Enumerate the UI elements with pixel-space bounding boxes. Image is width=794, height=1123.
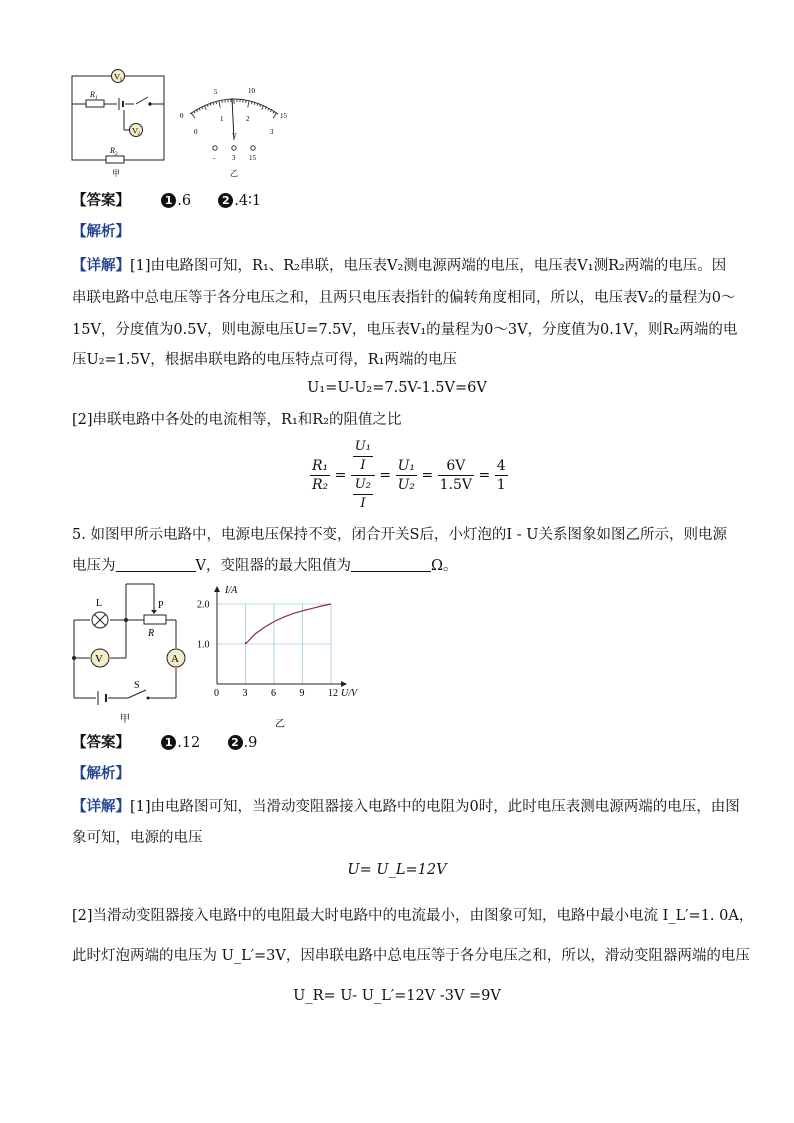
svg-text:15: 15	[249, 154, 256, 162]
answer-label: 【答案】	[72, 192, 130, 209]
q4-analysis-label: 【解析】	[72, 223, 130, 240]
y-axis-arrow	[214, 586, 220, 592]
q4-equation-1: U₁=U-U₂=7.5V-1.5V=6V	[307, 380, 487, 396]
answer-number-2: 2	[218, 193, 233, 208]
svg-text:1: 1	[220, 115, 224, 123]
answer-2: .4∶1	[234, 193, 262, 209]
svg-text:V: V	[95, 653, 103, 665]
svg-text:0: 0	[194, 128, 198, 136]
answer-1: .6	[177, 193, 192, 209]
battery-icon	[98, 691, 106, 705]
answer-number-2: 2	[228, 735, 243, 750]
q5-circuit-diagram	[66, 580, 198, 728]
svg-text:3: 3	[232, 154, 236, 162]
figure-label-yi: 乙	[275, 719, 285, 730]
compound-fraction: $\frac{\frac{\text{U₁}}{I}}{\frac{\text{U₂}}{I}}$	[351, 438, 375, 513]
svg-text:V: V	[114, 71, 121, 82]
series-line	[246, 604, 332, 644]
q4-paragraph-5: [2]串联电路中各处的电流相等，R₁和R₂的阻值之比	[72, 412, 402, 428]
x-axis-arrow	[341, 681, 347, 687]
q5-equation-2: U_R= U- U_L′=12V -3V =9V	[293, 988, 501, 1004]
svg-text:3: 3	[270, 128, 274, 136]
ratio-fraction: $\frac{\text{R₁}}{\text{R₂}}$	[312, 458, 329, 493]
detail-label: 【详解】	[72, 798, 130, 815]
numeric-fraction: $\frac{6V}{1.5V}$	[439, 458, 473, 493]
x-tick-label: 3	[242, 688, 248, 699]
y-tick-label: 1.0	[197, 639, 210, 651]
result-fraction: $\frac{4}{1}$	[496, 458, 506, 493]
svg-text:A: A	[171, 653, 179, 665]
voltmeter-v1-icon	[112, 70, 125, 84]
svg-text:2: 2	[137, 131, 141, 137]
chart-grid	[217, 604, 331, 684]
switch-icon	[134, 96, 151, 106]
chart-axes	[214, 586, 347, 687]
svg-text:L: L	[96, 598, 103, 609]
blank-voltage	[116, 557, 196, 572]
q4-equation-2: $\frac{\text{R₁}}{\text{R₂}}$ = $\frac{\frac{\text{U₁}}{I}}{\frac{\text{U₂}}{I}}$ = $\frac{\text{U₁}}{\text{U₂}}$ = $\frac{6V}{1.5V}$ = $\frac{4}{1}$	[312, 439, 506, 511]
q5-equation-1: U= U_L=12V	[347, 862, 447, 878]
svg-text:0: 0	[180, 112, 184, 120]
r2-resistor	[106, 156, 124, 163]
q5-answer-line	[72, 733, 257, 753]
r1-resistor	[86, 100, 104, 107]
svg-text:V: V	[132, 125, 139, 136]
voltmeter-v2-icon	[130, 124, 143, 138]
answer-number-1: 1	[161, 193, 176, 208]
lamp-icon	[92, 598, 108, 628]
answer-1: .12	[177, 735, 201, 751]
svg-text:S: S	[134, 680, 140, 691]
battery-icon	[117, 98, 125, 110]
chart-series	[246, 604, 332, 644]
q5-paragraph-1: 【详解】[1]由电路图可知，当滑动变阻器接入电路中的电阻为0时，此时电压表测电源两端的电压，由图	[72, 798, 740, 815]
y-axis-label: I/A	[225, 585, 238, 596]
q5-stem-line-1: 5. 如图甲所示电路中，电源电压保持不变，闭合开关S后，小灯泡的I - U关系图象如图乙所示，则电源	[72, 527, 727, 543]
answer-label: 【答案】	[72, 734, 130, 751]
svg-text:10: 10	[248, 87, 255, 95]
iu-chart	[195, 584, 375, 730]
rheostat-icon	[144, 600, 166, 639]
svg-text:15: 15	[280, 112, 287, 120]
q4-paragraph-3: 15V，分度值为0.5V，则电源电压U=7.5V，电压表V₁的量程为0～3V，分度值为0.1V，则R₂两端的电	[72, 322, 738, 338]
figure-label-yi: 乙	[230, 169, 238, 178]
svg-text:P: P	[158, 600, 164, 611]
q5-paragraph-2: 象可知，电源的电压	[72, 830, 203, 846]
detail-label: 【详解】	[72, 257, 130, 274]
q5-analysis-label: 【解析】	[72, 765, 130, 782]
figure-label-jia: 甲	[112, 169, 120, 178]
answer-number-1: 1	[161, 735, 176, 750]
q5-paragraph-3: [2]当滑动变阻器接入电路中的电阻最大时电路中的电流最小，由图象可知，电路中最小电流 I_L′=1. 0A，	[72, 908, 754, 924]
r2-label: $R_2$	[110, 146, 118, 157]
svg-text:1: 1	[119, 77, 123, 83]
x-tick-label: 0	[214, 688, 219, 699]
x-axis-label: U/V	[341, 688, 358, 699]
answer-2: .9	[243, 735, 258, 751]
voltmeter-icon	[91, 649, 109, 667]
svg-text:R: R	[148, 628, 155, 639]
x-tick-label: 9	[299, 688, 305, 699]
q5-paragraph-4: 此时灯泡两端的电压为 U_L′=3V，因串联电路中总电压等于各分电压之和，所以，滑动变阻器两端的电压	[72, 948, 750, 964]
circuit-diagram-jia	[72, 76, 164, 160]
q5-stem-line-2: 电压为 V，变阻器的最大阻值为 Ω。	[72, 558, 458, 574]
svg-text:V: V	[232, 132, 238, 140]
y-tick-label: 2.0	[197, 599, 210, 611]
q4-paragraph-4: 压U₂=1.5V，根据串联电路的电压特点可得，R₁两端的电压	[72, 352, 457, 368]
q4-paragraph-1: 【详解】[1]由电路图可知，R₁、R₂串联，电压表V₂测电源两端的电压，电压表V₁测R₂两端的电压。因	[72, 257, 727, 274]
q4-paragraph-2: 串联电路中总电压等于各分电压之和，且两只电压表指针的偏转角度相同，所以，电压表V₂的量程为0～	[72, 290, 736, 306]
figure-q4	[62, 64, 302, 182]
x-tick-label: 12	[328, 688, 338, 699]
r1-label: $R_1$	[90, 90, 98, 101]
svg-text:2: 2	[246, 115, 250, 123]
voltmeter-dial	[180, 87, 288, 162]
figure-label-jia: 甲	[120, 714, 130, 725]
svg-text:5: 5	[214, 88, 218, 96]
switch-icon	[128, 680, 150, 700]
ammeter-icon	[167, 649, 185, 667]
voltage-fraction: $\frac{\text{U₁}}{\text{U₂}}$	[397, 458, 416, 493]
x-tick-label: 6	[271, 688, 276, 699]
svg-text:-: -	[213, 154, 216, 162]
blank-resistance	[351, 557, 431, 572]
q4-answer-line	[72, 191, 261, 211]
